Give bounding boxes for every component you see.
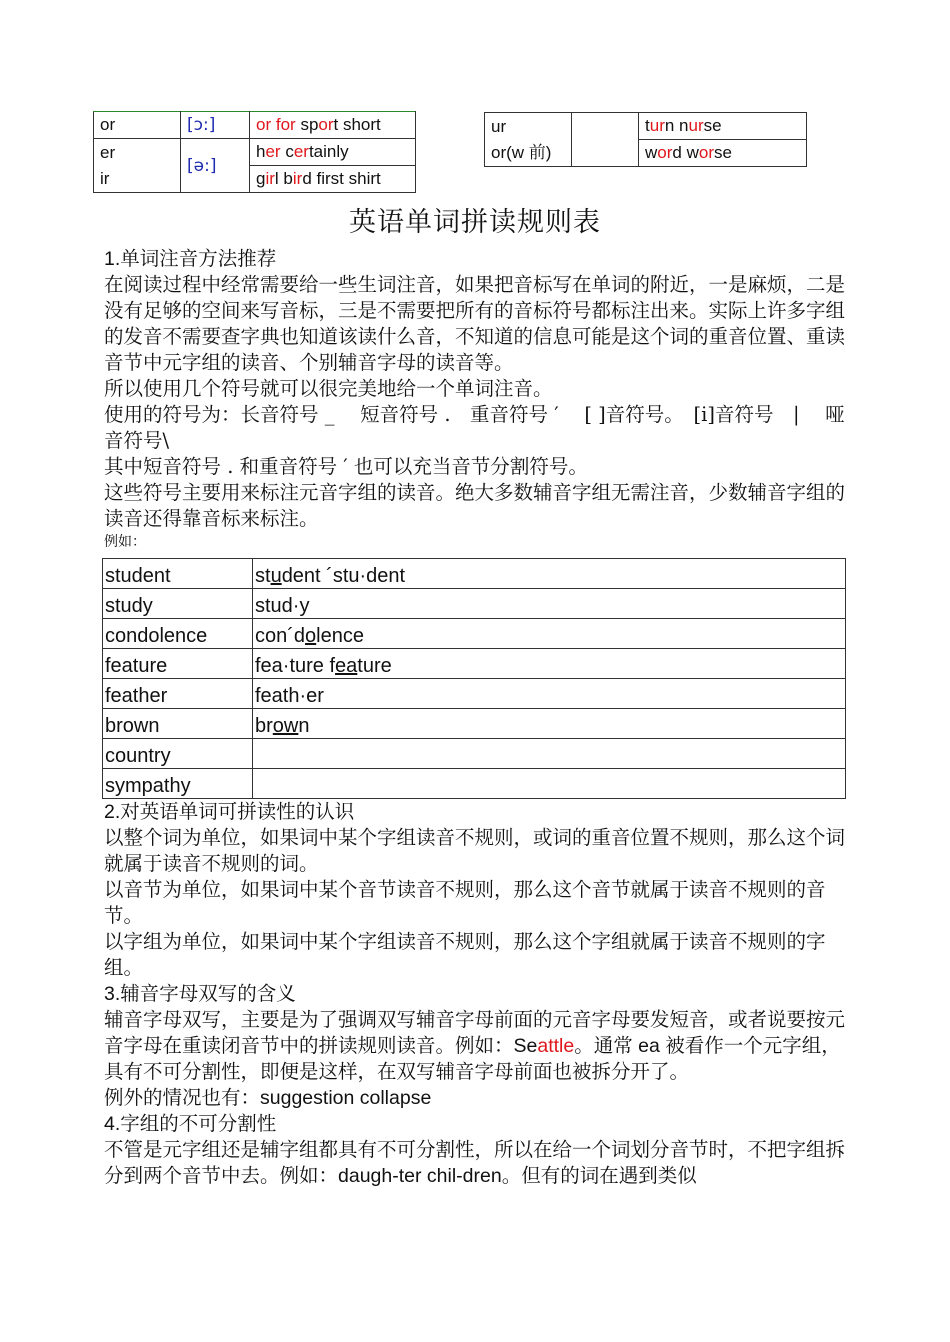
page-title: 英语单词拼读规则表	[349, 207, 601, 238]
notation-cell: con´dolence	[253, 619, 846, 649]
letters-cell: or	[94, 112, 181, 139]
paragraph: 以字组为单位，如果词中某个字组读音不规则，那么这个字组就属于读音不规则的字组。	[104, 930, 826, 979]
paragraph: 使用的符号为：长音符号 _ 短音符号 . 重音符号 ′ [ ]音符号。 [i]音符号 | 哑音符号\	[104, 403, 845, 452]
phonics-table-left	[93, 111, 416, 193]
letters-cell: ur or(w 前)	[485, 113, 572, 167]
example-label: 例如：	[104, 534, 146, 550]
paragraph: 以音节为单位，如果词中某个音节读音不规则，那么这个音节就属于读音不规则的音节。	[104, 878, 826, 927]
table-row: country	[103, 739, 846, 769]
examples-cell: word worse	[639, 140, 807, 167]
paragraph: 这些符号主要用来标注元音字组的读音。绝大多数辅音字组无需注音，少数辅音字组的读音还得靠音标来标注。	[104, 481, 846, 530]
letters-cell: er ir	[94, 139, 181, 193]
paragraph: 所以使用几个符号就可以很完美地给一个单词注音。	[104, 377, 553, 400]
paragraph: 例外的情况也有：suggestion collapse	[104, 1086, 432, 1109]
paragraph: 在阅读过程中经常需要给一些生词注音，如果把音标写在单词的附近，一是麻烦，二是没有足够的空间来写音标，三是不需要把所有的音标符号都标注出来。实际上许多字组的发音不需要查字典也知道该读什么音，不知道的信息可能是这个词的重音位置、重读音节中元字组的读音、个别辅音字母的读音等。	[104, 273, 846, 374]
table-row: study stud·y	[103, 589, 846, 619]
table-row: feature fea·ture feature	[103, 649, 846, 679]
table-row: brown brown	[103, 709, 846, 739]
ipa-cell	[572, 113, 639, 167]
section-heading: 4.字组的不可分割性	[104, 1112, 277, 1135]
section-1	[104, 246, 848, 552]
examples-cell: or for sport short	[250, 112, 416, 139]
words-notation-table	[102, 558, 846, 799]
paragraph: 不管是元字组还是辅字组都具有不可分割性，所以在给一个词划分音节时，不把字组拆分到两个音节中去。例如：daugh-ter chil-dren。但有的词在遇到类似	[104, 1138, 846, 1187]
notation-cell: student ´stu·dent	[253, 559, 846, 589]
sections-2-4	[104, 799, 848, 1189]
table-row: sympathy	[103, 769, 846, 799]
paragraph: 辅音字母双写，主要是为了强调双写辅音字母前面的元音字母要发短音，或者说要按元音字母在重读闭音节中的拼读规则读音。例如：Seattle。通常 ea 被看作一个元字组，具有不可分割性，即便是这样，在双写辅音字母前面也被拆分开了。	[104, 1008, 846, 1083]
paragraph: 其中短音符号 . 和重音符号 ′ 也可以充当音节分割符号。	[104, 455, 588, 478]
examples-cell: girl bird first shirt	[250, 166, 416, 193]
ipa-cell: [ɔ:]	[181, 112, 250, 139]
table-row: feather feath·er	[103, 679, 846, 709]
examples-cell: her certainly	[250, 139, 416, 166]
paragraph: 以整个词为单位，如果词中某个字组读音不规则，或词的重音位置不规则，那么这个词就属于读音不规则的词。	[104, 826, 846, 875]
examples-cell: turn nurse	[639, 113, 807, 140]
phonics-table-right	[484, 112, 807, 167]
notation-cell: brown	[253, 709, 846, 739]
section-heading: 1.单词注音方法推荐	[104, 247, 277, 270]
table-row: student student ´stu·dent	[103, 559, 846, 589]
table-row: condolence con´dolence	[103, 619, 846, 649]
ipa-cell: [ə:]	[181, 139, 250, 193]
section-heading: 2.对英语单词可拼读性的认识	[104, 800, 355, 823]
section-heading: 3.辅音字母双写的含义	[104, 982, 296, 1005]
notation-cell: fea·ture feature	[253, 649, 846, 679]
